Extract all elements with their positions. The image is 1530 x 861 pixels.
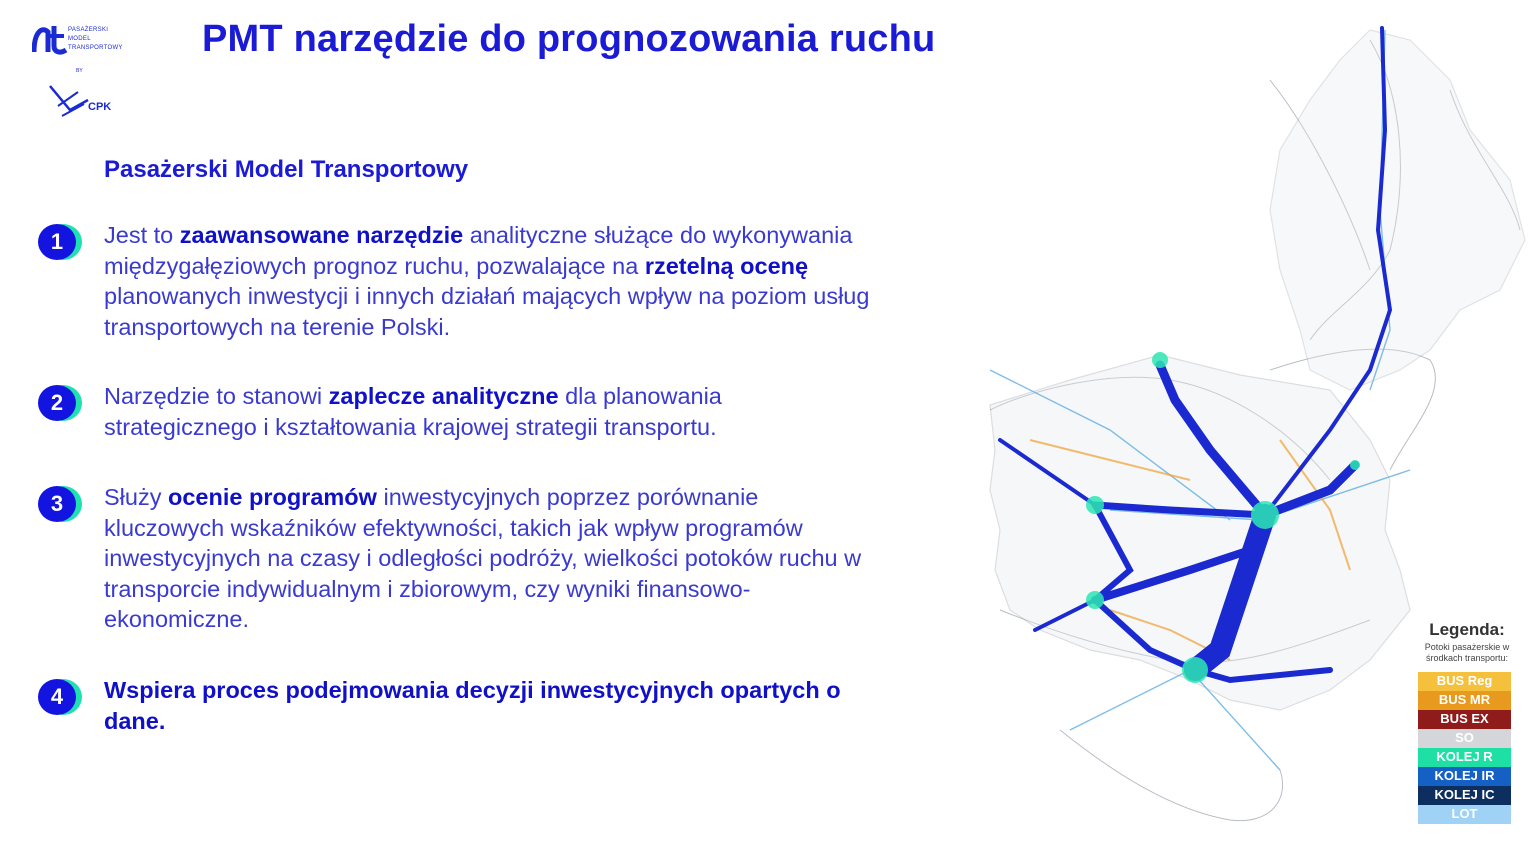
legend-item-so: SO [1418,729,1511,748]
bold-segment: zaplecze analityczne [328,383,559,409]
number-badge [38,486,78,522]
logo-line-1: PASAŻERSKI [68,27,109,33]
bold-segment: Wspiera proces podejmowania decyzji inwestycyjnych opartych o dane. [104,677,841,734]
legend-item-kolej-ic: KOLEJ IC [1418,786,1511,805]
legend-item-bus-ex: BUS EX [1418,710,1511,729]
point-text [104,381,874,442]
bold-segment: rzetelną ocenę [644,252,809,279]
point-text [104,482,874,635]
legend-item-bus-mr: BUS MR [1418,691,1511,710]
number-badge-disc: 2 [38,385,76,421]
text-segment: inwestycyjnych poprzez porównanie kluczowych wskaźników efektywności, takich jak wpływ programów inwestycyjnych na czasy i odległości podróży, wielkości potoków ruchu w transporcie indywidualnym i zbiorowym, czy wyniki finansowo-ekonomiczne. [104,484,862,632]
point-text [104,220,874,342]
number-badge [38,385,78,421]
legend-items [1408,672,1526,824]
text-segment: Służy [104,484,168,510]
logo-cpk-text: CPK [88,101,112,113]
logo-line-2: MODEL [68,36,91,42]
point-text [104,675,874,736]
map-country-blob [990,30,1525,710]
cpk-logo-icon [48,84,90,120]
text-segment: planowanych inwestycji i innych działań mających wpływ na poziom usług transportowych na terenie Polski. [104,283,870,340]
number-badge-disc: 3 [38,486,76,522]
legend-title: Legenda: [1429,620,1505,639]
number-badge [38,679,78,715]
logo-line-3: TRANSPORTOWY [68,45,123,51]
legend-item-bus-reg: BUS Reg [1418,672,1511,691]
page-title: PMT narzędzie do prognozowania ruchu [202,18,936,60]
text-segment: analityczne służące do wykonywania międzygałęziowych prognoz ruchu, pozwalające na [104,222,853,279]
bold-segment: ocenie programów [168,484,377,510]
bold-segment: zaawansowane narzędzie [179,222,464,248]
number-badge-disc: 1 [38,224,76,260]
legend-item-kolej-ir: KOLEJ IR [1418,767,1511,786]
legend-item-kolej-r: KOLEJ R [1418,748,1511,767]
logo-pmt-text [68,26,158,53]
text-segment: Jest to [104,222,180,248]
logo-block [28,18,148,128]
map-legend [1408,620,1526,824]
text-segment: Narzędzie to stanowi [104,383,329,409]
subtitle: Pasażerski Model Transportowy [104,156,469,183]
pmt-logo-icon [32,22,68,56]
legend-item-lot: LOT [1418,805,1511,824]
logo-by: BY [76,68,83,74]
legend-subtitle: Potoki pasażerskie w środkach transportu: [1424,642,1510,663]
text-segment: dla planowania strategicznego i kształtowania krajowej strategii transportu. [104,383,722,440]
number-badge-disc: 4 [38,679,76,715]
number-badge [38,224,78,260]
